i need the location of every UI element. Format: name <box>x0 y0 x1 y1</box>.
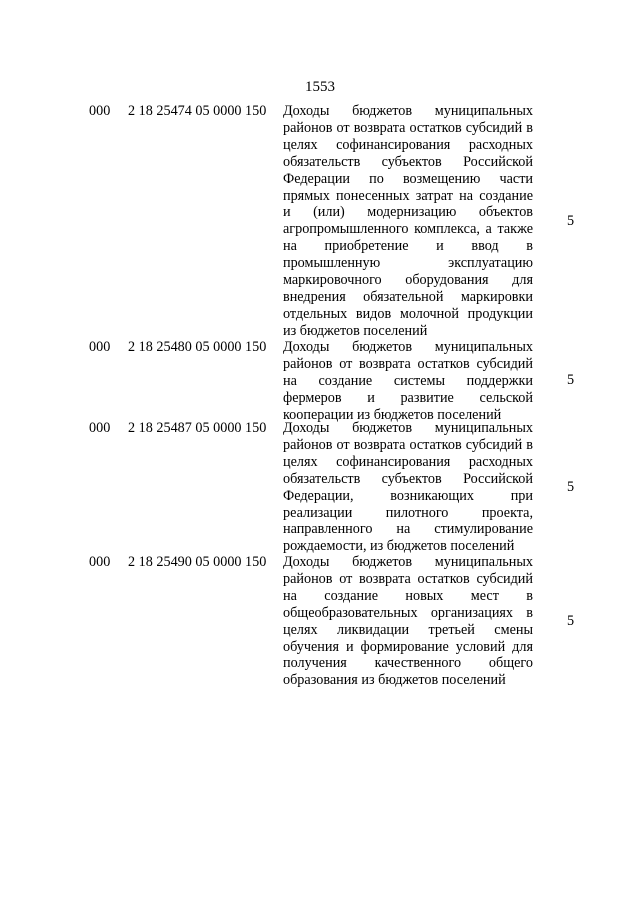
income-description: Доходы бюджетов муниципальных районов от возврата остатков субсидий в целях софинансирования расходных обязательств субъектов Российской Федерации, возникающих при реализации пилотного проекта, направленного на стимулирование рождаемости, из бюджетов поселений <box>283 420 533 555</box>
budget-code: 2 18 25487 05 0000 150 <box>128 420 267 436</box>
budget-code: 2 18 25480 05 0000 150 <box>128 339 267 355</box>
admin-code: 000 <box>89 103 111 119</box>
admin-code: 000 <box>89 339 111 355</box>
row-value: 5 <box>567 613 575 629</box>
income-description: Доходы бюджетов муниципальных районов от возврата остатков субсидий в целях софинансирования расходных обязательств субъектов Российской Федерации по возмещению части прямых понесенных затрат на создание и (или) модернизацию объектов агропромышленного комплекса, а также на приобретение и ввод в промышленную эксплуатацию маркировочного оборудования для внедрения обязательной маркировки отдельных видов молочной продукции из бюджетов поселений <box>283 103 533 339</box>
page-number: 1553 <box>305 79 335 95</box>
budget-code: 2 18 25490 05 0000 150 <box>128 554 267 570</box>
budget-code: 2 18 25474 05 0000 150 <box>128 103 267 119</box>
row-value: 5 <box>567 213 575 229</box>
income-description: Доходы бюджетов муниципальных районов от возврата остатков субсидий на создание новых мест в общеобразовательных организациях в целях ликвидации третьей смены обучения и формирование условий для получения качественного общего образования из бюджетов поселений <box>283 554 533 689</box>
row-value: 5 <box>567 372 575 388</box>
row-value: 5 <box>567 479 575 495</box>
admin-code: 000 <box>89 420 111 436</box>
income-description: Доходы бюджетов муниципальных районов от возврата остатков субсидий на создание системы поддержки фермеров и развитие сельской кооперации из бюджетов поселений <box>283 339 533 423</box>
admin-code: 000 <box>89 554 111 570</box>
